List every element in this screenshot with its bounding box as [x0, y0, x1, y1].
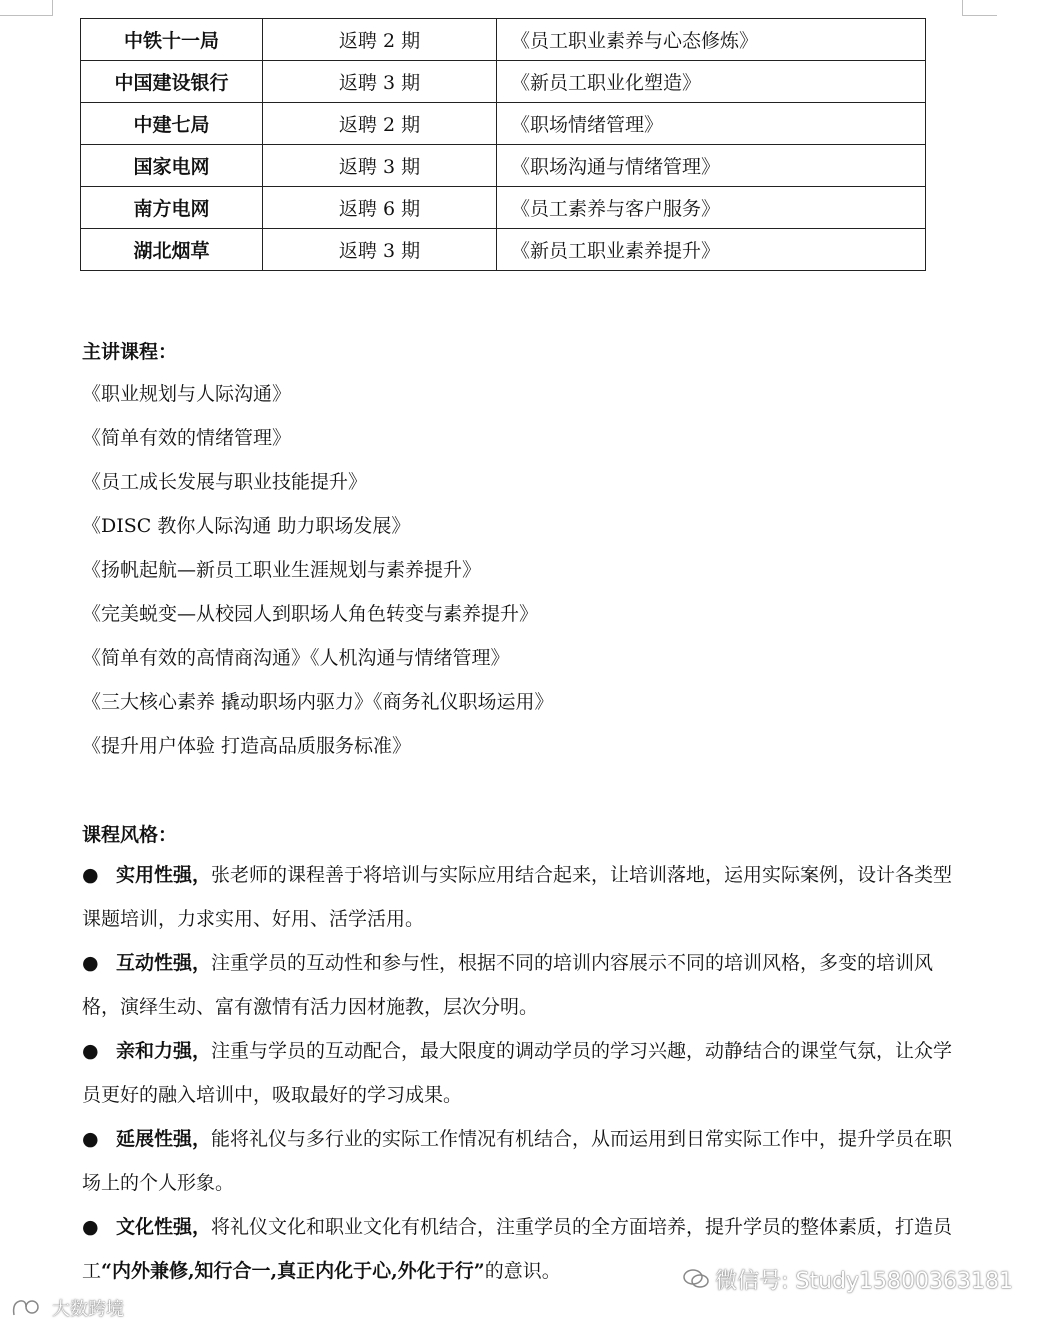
- rehire-cell: 返聘 3 期: [263, 229, 497, 271]
- style-item-quote: “内外兼修,知行合一,真正内化于心,外化于行”: [101, 1260, 485, 1282]
- course-item: 《三大核心素养 撬动职场内驱力》《商务礼仪职场运用》: [82, 691, 554, 713]
- rehire-cell: 返聘 6 期: [263, 187, 497, 229]
- brand-watermark: [10, 1295, 124, 1324]
- course-item: 《简单有效的高情商沟通》《人机沟通与情绪管理》: [82, 647, 510, 669]
- style-item: [82, 1117, 962, 1205]
- course-style-heading: 课程风格：: [82, 824, 178, 846]
- table-row: [81, 229, 926, 271]
- rehire-cell: 返聘 2 期: [263, 19, 497, 61]
- main-courses-heading: 主讲课程：: [82, 341, 178, 363]
- table-row: [81, 145, 926, 187]
- course-cell: 《员工职业素养与心态修炼》: [497, 19, 926, 61]
- org-cell: 中铁十一局: [81, 19, 263, 61]
- brand-logo-icon: [10, 1297, 46, 1324]
- bullet-icon: ●: [82, 1216, 99, 1238]
- course-item: 《DISC 教你人际沟通 助力职场发展》: [82, 515, 411, 537]
- style-item-title: 延展性强，: [116, 1128, 212, 1150]
- bullet-icon: ●: [82, 1040, 99, 1062]
- org-cell: 湖北烟草: [81, 229, 263, 271]
- style-item-tail: 的意识。: [484, 1260, 561, 1282]
- org-cell: 中国建设银行: [81, 61, 263, 103]
- course-cell: 《职场情绪管理》: [497, 103, 926, 145]
- page-corner-mark-left: [0, 0, 53, 16]
- style-item: [82, 1029, 962, 1117]
- org-cell: 南方电网: [81, 187, 263, 229]
- brand-watermark-text: 大数跨境: [52, 1299, 124, 1320]
- wechat-logo-icon: [683, 1268, 709, 1296]
- table-row: [81, 19, 926, 61]
- wechat-watermark: [683, 1264, 1013, 1296]
- table-row: [81, 103, 926, 145]
- rehire-cell: 返聘 3 期: [263, 145, 497, 187]
- course-cell: 《职场沟通与情绪管理》: [497, 145, 926, 187]
- style-item-title: 亲和力强，: [116, 1040, 212, 1062]
- rehire-cell: 返聘 3 期: [263, 61, 497, 103]
- org-cell: 中建七局: [81, 103, 263, 145]
- course-cell: 《新员工职业素养提升》: [497, 229, 926, 271]
- course-item: 《完美蜕变—从校园人到职场人角色转变与素养提升》: [82, 603, 539, 625]
- style-item-text: 注重学员的互动性和参与性，根据不同的培训内容展示不同的培训风格，多变的培训风格，演绎生动、富有激情有活力因材施教，层次分明。: [82, 952, 934, 1018]
- page-corner-mark-right: [962, 0, 997, 16]
- client-reference-table: [80, 18, 926, 271]
- rehire-cell: 返聘 2 期: [263, 103, 497, 145]
- table-row: [81, 187, 926, 229]
- style-item-title: 文化性强，: [116, 1216, 212, 1238]
- style-item-text: 能将礼仪与多行业的实际工作情况有机结合，从而运用到日常实际工作中，提升学员在职场上的个人形象。: [82, 1128, 953, 1194]
- course-item: 《职业规划与人际沟通》: [82, 383, 292, 405]
- wechat-watermark-text: 微信号: Study15800363181: [715, 1269, 1013, 1294]
- course-item: 《简单有效的情绪管理》: [82, 427, 292, 449]
- style-item: [82, 941, 962, 1029]
- bullet-icon: ●: [82, 864, 99, 886]
- course-cell: 《员工素养与客户服务》: [497, 187, 926, 229]
- course-item: 《员工成长发展与职业技能提升》: [82, 471, 368, 493]
- course-item: 《扬帆起航—新员工职业生涯规划与素养提升》: [82, 559, 482, 581]
- bullet-icon: ●: [82, 1128, 99, 1150]
- course-item: 《提升用户体验 打造高品质服务标准》: [82, 735, 412, 757]
- style-item-title: 实用性强，: [116, 864, 212, 886]
- table-row: [81, 61, 926, 103]
- bullet-icon: ●: [82, 952, 99, 974]
- style-item-text: 将礼仪文化和职业文化有机结合，注重学员的全方面培养，提升学员的整体素质，打造员工: [82, 1216, 953, 1282]
- style-item: [82, 853, 962, 941]
- org-cell: 国家电网: [81, 145, 263, 187]
- course-cell: 《新员工职业化塑造》: [497, 61, 926, 103]
- style-item-text: 注重与学员的互动配合，最大限度的调动学员的学习兴趣，动静结合的课堂气氛，让众学员更好的融入培训中，吸取最好的学习成果。: [82, 1040, 953, 1106]
- style-item-title: 互动性强，: [116, 952, 212, 974]
- style-item-text: 张老师的课程善于将培训与实际应用结合起来，让培训落地，运用实际案例，设计各类型课题培训，力求实用、好用、活学活用。: [82, 864, 953, 930]
